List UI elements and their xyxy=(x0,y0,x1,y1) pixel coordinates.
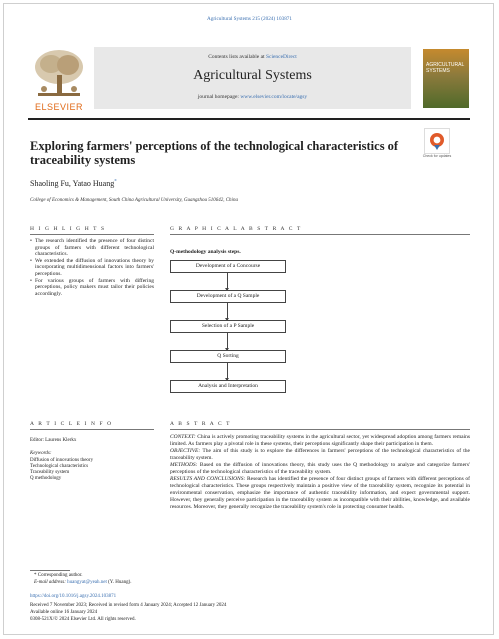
flow-step-q-sample: Development of a Q Sample xyxy=(170,290,286,303)
journal-reference[interactable]: Agricultural Systems 215 (2024) 103871 xyxy=(206,16,292,22)
homepage-line xyxy=(94,94,411,100)
abstract-body: China is actively promoting traceability systems in the agricultural sector, yet widespread adoption among farmers remains limited. As farmers play a pivotal role in these systems, their perceptions significantly shape their participation in them. xyxy=(170,434,470,447)
abstract-paragraph-methods xyxy=(170,462,470,476)
cover-title: AGRICULTURAL SYSTEMS xyxy=(426,62,465,74)
doi-link[interactable]: https://doi.org/10.1016/j.agsy.2024.103871 xyxy=(30,594,117,599)
abstract-label: CONTEXT: xyxy=(170,434,196,440)
homepage-prefix: journal homepage: xyxy=(197,94,241,100)
received-dates: Received 7 November 2023; Received in revised form 4 January 2024; Accepted 12 January 2024 xyxy=(30,603,227,608)
abstract-body: Based on the diffusion of innovations theory, this study uses the Q methodology to analyze and categorize farmers' perceptions of the technological characteristics of the traceability system. xyxy=(170,462,470,475)
keyword-item: Q methodology xyxy=(30,476,62,481)
elsevier-wordmark: ELSEVIER xyxy=(34,102,84,112)
online-date: Available online 16 January 2024 xyxy=(30,610,98,616)
abstract-text xyxy=(170,434,470,511)
abstract-paragraph-objective xyxy=(170,448,470,462)
highlight-item: • We extended the diffusion of innovations theory by incorporating multidimensional factors into farmers' perceptions. xyxy=(30,258,154,278)
journal-masthead xyxy=(28,47,470,116)
footnote-mark: * xyxy=(34,573,37,578)
article-title: Exploring farmers' perceptions of the technological characteristics of traceability systems xyxy=(30,139,399,167)
highlights-rule xyxy=(30,234,154,235)
author-email-link[interactable]: huangyat@yeah.net xyxy=(67,579,107,585)
flow-arrow xyxy=(227,363,228,380)
article-info-heading: A R T I C L E I N F O xyxy=(30,421,113,427)
corresponding-author-footnote xyxy=(34,573,132,586)
homepage-link[interactable]: www.elsevier.com/locate/agsy xyxy=(240,94,308,100)
flow-arrow xyxy=(227,303,228,320)
abstract-label: OBJECTIVE: xyxy=(170,448,201,454)
graphical-abstract-heading: G R A P H I C A L A B S T R A C T xyxy=(170,226,302,232)
article-info-rule xyxy=(30,429,154,430)
email-suffix: (Y. Huang). xyxy=(106,579,132,585)
check-for-updates-button[interactable] xyxy=(424,128,450,154)
keyword-item: Traceability system xyxy=(30,470,70,475)
flow-step-concourse: Development of a Concourse xyxy=(170,260,286,273)
highlight-item: • For various groups of farmers with differing perceptions, policy makers must tailor their policies accordingly. xyxy=(30,278,154,298)
check-updates-icon xyxy=(425,129,449,153)
email-label: E-mail address: xyxy=(34,579,68,585)
journal-cover-thumbnail[interactable] xyxy=(423,49,469,108)
copyright-line: 0308-521X/© 2024 Elsevier Ltd. All rights reserved. xyxy=(30,617,136,623)
footnote-corresponding: Corresponding author. xyxy=(37,573,83,578)
elsevier-tree-logo[interactable] xyxy=(28,47,90,116)
abstract-heading: A B S T R A C T xyxy=(170,421,232,427)
abstract-rule xyxy=(170,429,470,430)
corresponding-author-mark[interactable]: * xyxy=(114,179,117,185)
sciencedirect-link[interactable]: ScienceDirect xyxy=(265,54,297,60)
keyword-item: Diffusion of innovations theory xyxy=(30,458,94,463)
highlights-heading: H I G H L I G H T S xyxy=(30,226,106,232)
editor-line: Editor: Laurens Klerkx xyxy=(30,438,77,443)
author-names: Shaoling Fu, Yatao Huang xyxy=(30,179,115,188)
abstract-paragraph-context xyxy=(170,434,470,448)
highlight-item: • The research identified the presence of four distinct groups of farmers with different technological characteristics. xyxy=(30,238,154,258)
masthead-divider xyxy=(28,118,470,120)
article-dates xyxy=(30,602,226,624)
flow-step-analysis: Analysis and Interpretation xyxy=(170,380,286,393)
abstract-label: RESULTS AND CONCLUSIONS: xyxy=(170,476,246,482)
author-affiliation: College of Economics & Management, South China Agricultural University, Guangzhou 510642, China xyxy=(30,198,238,203)
keyword-item: Technological characteristics xyxy=(30,464,89,469)
graphical-abstract-rule xyxy=(170,234,470,235)
abstract-body: Research has identified the presence of four distinct groups of farmers with different perceptions of technological characteristics. These groups respectively maintain a positive view of the traceability system, recognize its potential in environmental conservation, emphasize the importance of authentic traceability information, and expect governmental support. However, they generally perceive participation in the traceability system as incompatible with their abilities, knowledge, and available resources. Moreover, they generally recognize the traceability system's role in protecting consumer health. xyxy=(170,476,470,510)
keywords-label: Keywords: xyxy=(30,451,52,456)
flow-arrow xyxy=(227,273,228,290)
abstract-label: METHODS: xyxy=(170,462,198,468)
abstract-body: The aim of this study is to explore the differences in farmers' perceptions of the technological characteristics of the traceability system. xyxy=(170,448,470,461)
check-updates-label[interactable]: Check for updates xyxy=(422,154,452,158)
journal-title: Agricultural Systems xyxy=(193,68,312,83)
contents-line xyxy=(94,54,411,60)
masthead-banner xyxy=(94,47,411,109)
flow-arrow xyxy=(227,333,228,350)
footnote-email-line xyxy=(34,580,132,587)
abstract-paragraph-results xyxy=(170,476,470,511)
contents-prefix: Contents lists available at xyxy=(208,54,266,60)
keywords-list xyxy=(30,458,93,482)
highlights-list xyxy=(30,238,154,297)
flow-step-q-sorting: Q Sorting xyxy=(170,350,286,363)
flow-step-p-sample: Selection of a P Sample xyxy=(170,320,286,333)
footnote-rule xyxy=(30,570,70,571)
author-list xyxy=(30,179,117,188)
graphical-abstract-title: Q-methodology analysis steps. xyxy=(170,249,241,255)
